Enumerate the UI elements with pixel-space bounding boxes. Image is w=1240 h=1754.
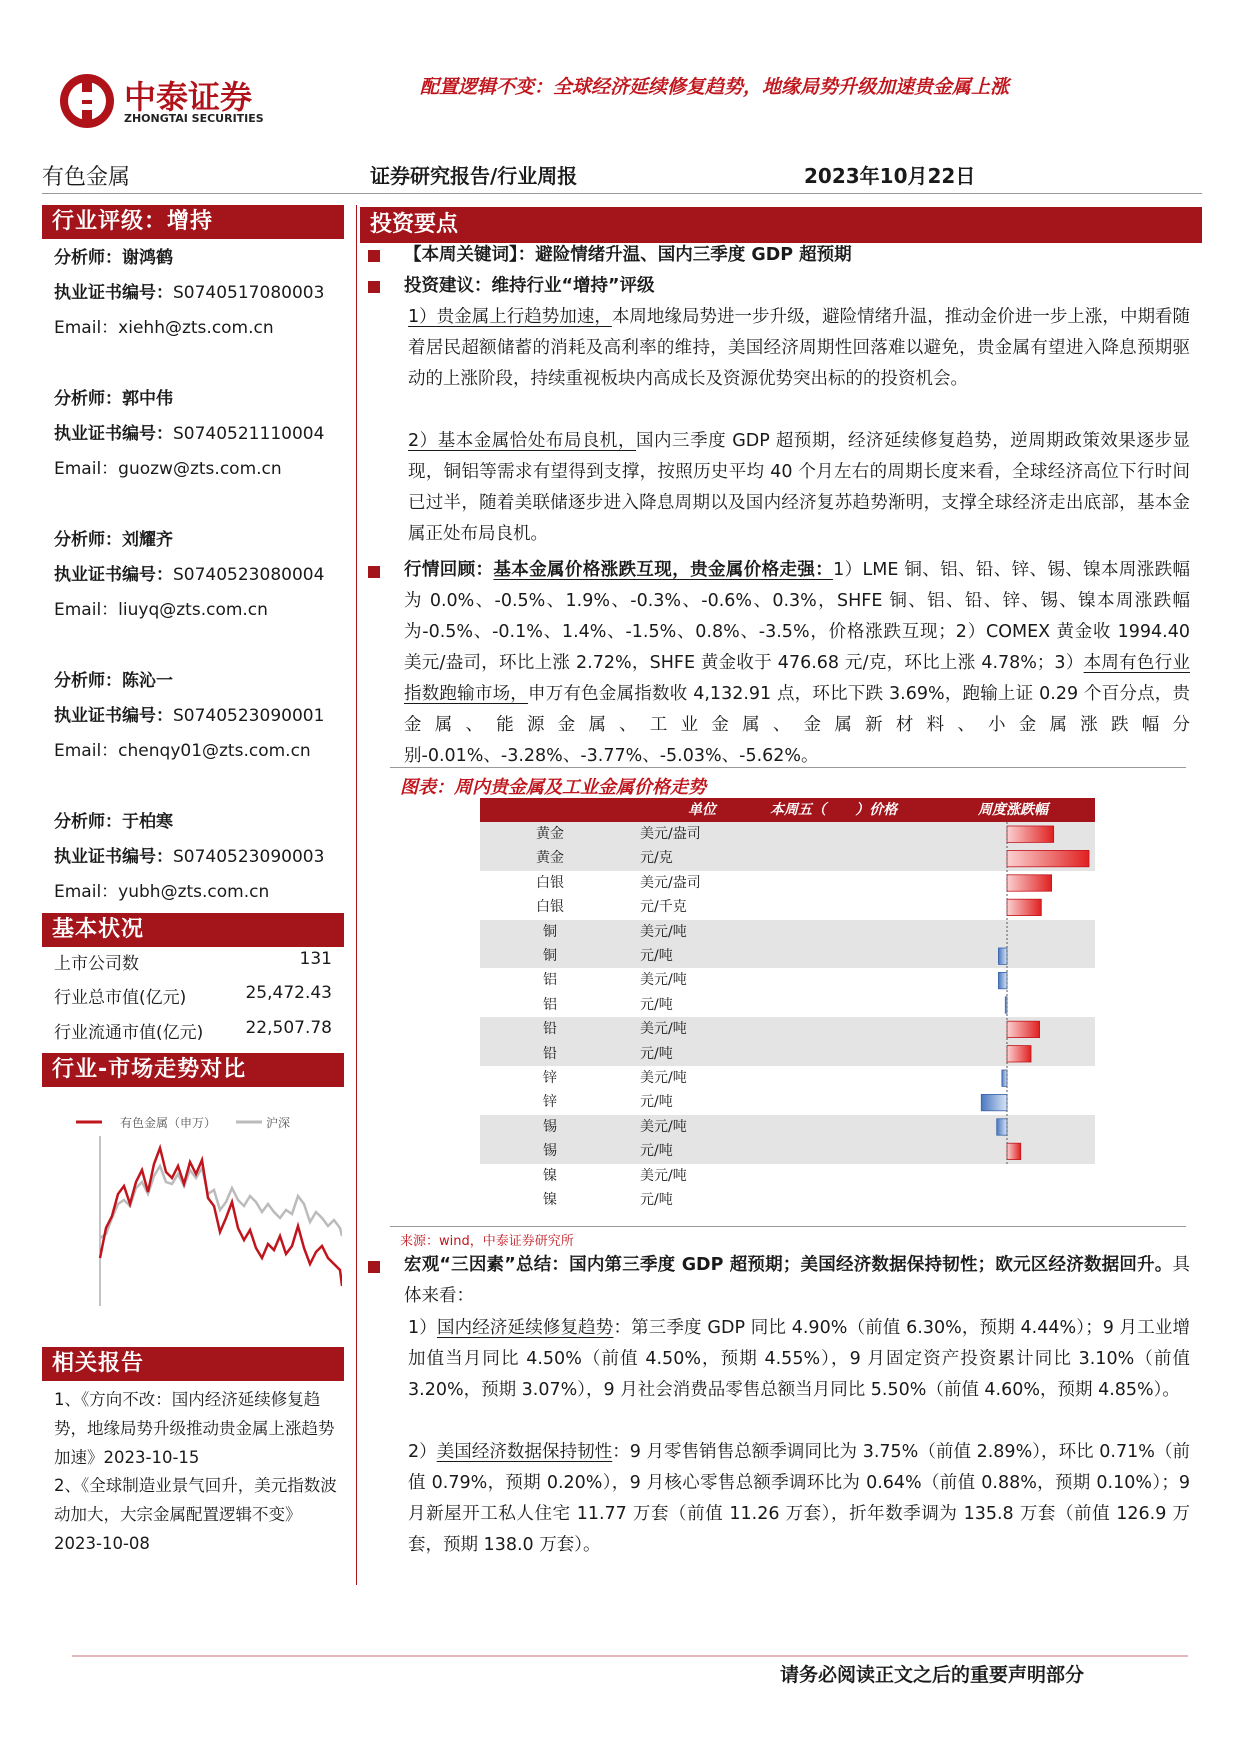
keyword-line: 【本周关键词】：避险情绪升温、国内三季度 GDP 超预期 bbox=[404, 245, 852, 265]
analyst-cert: 执业证书编号：S0740517080003 bbox=[54, 283, 325, 303]
price-unit: 美元/吨 bbox=[640, 1118, 687, 1135]
price-unit: 元/吨 bbox=[640, 948, 673, 964]
change-bar bbox=[998, 948, 1007, 964]
analyst-name: 分析师：刘耀齐 bbox=[54, 530, 173, 550]
price-unit: 美元/盎司 bbox=[640, 874, 701, 891]
metal-name: 锡 bbox=[543, 1118, 557, 1135]
metal-name: 锡 bbox=[543, 1143, 557, 1160]
header-title: 配置逻辑不变：全球经济延续修复趋势，地缘局势升级加速贵金属上涨 bbox=[420, 76, 1010, 98]
price-unit: 元/千克 bbox=[640, 899, 687, 916]
metal-name: 白银 bbox=[536, 899, 564, 916]
stat-row: 行业总市值(亿元) 25,472.43 bbox=[54, 983, 332, 1008]
metal-name: 铜 bbox=[543, 923, 557, 940]
bullet-icon bbox=[368, 566, 380, 578]
analyst-name: 分析师：于柏寒 bbox=[54, 812, 173, 832]
table-row bbox=[480, 1188, 1095, 1212]
col-header-change: 周度涨跌幅 bbox=[978, 802, 1048, 818]
change-bar bbox=[1007, 1046, 1031, 1062]
analyst-name: 分析师：陈沁一 bbox=[54, 671, 173, 691]
advice-paragraph-1: 1）贵金属上行趋势加速，本周地缘局势进一步升级，避险情绪升温，推动金价进一步上涨，中期看随着居民超额储蓄的消耗及高利率的维持，美国经济周期性回落难以避免，贵金属有望进入降息预期驱动的上涨阶段，持续重视板块内高成长及资源优势突出标的的投资机会。 bbox=[408, 307, 1190, 389]
price-unit: 美元/吨 bbox=[640, 923, 687, 940]
market-review-paragraph: 行情回顾：基本金属价格涨跌互现，贵金属价格走强：1）LME 铜、铝、铅、锌、锡、镍本周涨跌幅为 0.0%、-0.5%、1.9%、-0.3%、-0.6%、0.3%，SHFE 铜、铝、铅、锌、锡、镍本周涨跌幅为-0.5%、-0.1%、1.4%、-1.5%、0.8%、-3.5%，价格涨跌互现；2）COMEX 黄金收 1994.40 美元/盎司，环比上涨 2.72%，SHFE 黄金收于 476.68 元/克，环比上涨 4.78%；3）本周有色行业指数跑输市场，申万有色金属指数收 4,132.91 点，环比下跌 3.69%，跑输上证 0.29 个百分点，贵金属、能源金属、工业金属、金属新材料、小金属涨跌幅分别-0.01%、-3.28%、-3.77%、-5.03%、-5.62%。 bbox=[404, 560, 1191, 766]
logo-cn-text: 中泰证券 bbox=[124, 78, 253, 116]
analyst-email[interactable]: Email：yubh@zts.com.cn bbox=[54, 882, 270, 902]
figure-divider bbox=[390, 767, 1186, 768]
price-unit: 元/吨 bbox=[640, 1094, 673, 1111]
logo-en-text: ZHONGTAI SECURITIES bbox=[124, 112, 264, 125]
metal-name: 锌 bbox=[543, 1070, 557, 1086]
change-bar bbox=[1007, 899, 1041, 915]
change-bar bbox=[1007, 875, 1052, 891]
macro-paragraph-1: 1）国内经济延续修复趋势：第三季度 GDP 同比 4.90%（前值 6.30%，预期 4.44%）；9 月工业增加值当月同比 4.50%（前值 4.50%，预期 4.55%），9 月固定资产投资累计同比 3.10%（前值 3.20%，预期 3.07%），9 月社会消费品零售总额当月同比 5.50%（前值 4.60%，预期 4.85%）。 bbox=[408, 1318, 1190, 1400]
metal-name: 铅 bbox=[543, 1021, 557, 1038]
change-bar bbox=[981, 1094, 1007, 1110]
col-header-unit: 单位 bbox=[688, 802, 716, 818]
advice-line: 投资建议：维持行业“增持”评级 bbox=[404, 276, 655, 296]
price-unit: 元/吨 bbox=[640, 996, 673, 1013]
price-unit: 美元/盎司 bbox=[640, 826, 701, 842]
price-unit: 元/克 bbox=[640, 850, 673, 867]
legend-market: 沪深 bbox=[266, 1116, 291, 1130]
bullet-icon bbox=[368, 250, 380, 262]
analyst-email[interactable]: Email：xiehh@zts.com.cn bbox=[54, 318, 274, 338]
change-bar bbox=[1007, 850, 1089, 866]
bullet-icon bbox=[368, 1261, 380, 1273]
section-header: 投资要点 bbox=[360, 207, 1202, 243]
macro-summary: 宏观“三因素”总结：国内第三季度 GDP 超预期；美国经济数据保持韧性；欧元区经济数据回升。具体来看： bbox=[404, 1255, 1190, 1306]
column-divider bbox=[356, 205, 357, 1585]
change-bar bbox=[1007, 826, 1054, 842]
related-header: 相关报告 bbox=[42, 1347, 344, 1381]
company-logo bbox=[58, 70, 278, 132]
header-divider bbox=[42, 193, 1202, 194]
metal-name: 铝 bbox=[543, 972, 557, 989]
related-report-item[interactable]: 2、《全球制造业景气回升，美元指数波动加大，大宗金属配置逻辑不变》2023-10-08 bbox=[54, 1476, 337, 1553]
figure-source: 来源：wind，中泰证券研究所 bbox=[400, 1234, 574, 1249]
sector-label: 有色金属 bbox=[42, 165, 131, 190]
price-table bbox=[480, 798, 1095, 1208]
analyst-cert: 执业证书编号：S0740523080004 bbox=[54, 565, 325, 585]
change-bar bbox=[998, 972, 1007, 988]
analyst-cert: 执业证书编号：S0740521110004 bbox=[54, 424, 325, 444]
footer-notice: 请务必阅读正文之后的重要声明部分 bbox=[780, 1664, 1085, 1686]
basic-header: 基本状况 bbox=[42, 913, 344, 947]
stat-row: 上市公司数 131 bbox=[54, 949, 332, 974]
metal-name: 白银 bbox=[536, 874, 564, 891]
table-row bbox=[480, 1164, 1095, 1188]
change-bar bbox=[1007, 1143, 1021, 1159]
analyst-cert: 执业证书编号：S0740523090001 bbox=[54, 706, 325, 726]
figure-title: 图表：周内贵金属及工业金属价格走势 bbox=[400, 777, 706, 798]
legend-industry: 有色金属（申万） bbox=[120, 1116, 217, 1130]
price-unit: 美元/吨 bbox=[640, 972, 687, 989]
analyst-email[interactable]: Email：liuyq@zts.com.cn bbox=[54, 600, 268, 620]
metal-name: 镍 bbox=[543, 1167, 557, 1184]
analyst-name: 分析师：谢鸿鹤 bbox=[54, 248, 173, 268]
analyst-email[interactable]: Email：chenqy01@zts.com.cn bbox=[54, 741, 311, 761]
macro-paragraph-2: 2）美国经济数据保持韧性：9 月零售销售总额季调同比为 3.75%（前值 2.89%），环比 0.71%（前值 0.79%，预期 0.20%），9 月核心零售总额季调环比为 0.64%（前值 0.88%，预期 0.10%）；9 月新屋开工私人住宅 11.77 万套（前值 11.26 万套），折年数季调为 135.8 万套（前值 126.9 万套，预期 138.0 万套）。 bbox=[408, 1442, 1190, 1555]
metal-name: 黄金 bbox=[536, 850, 564, 867]
analyst-name: 分析师：郭中伟 bbox=[54, 389, 173, 409]
price-unit: 美元/吨 bbox=[640, 1021, 687, 1038]
trend-chart bbox=[70, 1108, 342, 1308]
trend-header: 行业-市场走势对比 bbox=[42, 1053, 344, 1087]
change-bar bbox=[997, 1119, 1007, 1135]
price-unit: 元/吨 bbox=[640, 1192, 673, 1208]
figure-divider bbox=[390, 1226, 1186, 1227]
analyst-email[interactable]: Email：guozw@zts.com.cn bbox=[54, 459, 282, 479]
stat-row: 行业流通市值(亿元) 22,507.78 bbox=[54, 1018, 332, 1043]
advice-paragraph-2: 2）基本金属恰处布局良机，国内三季度 GDP 超预期，经济延续修复趋势，逆周期政策效果逐步显现，铜铝等需求有望得到支撑，按照历史平均 40 个月左右的周期长度来看，全球经济高位下行时间已过半，随着美联储逐步进入降息周期以及国内经济复苏趋势渐明，支撑全球经济走出底部，基本金属正处布局良机。 bbox=[408, 431, 1191, 544]
price-unit: 美元/吨 bbox=[640, 1167, 687, 1184]
report-type: 证券研究报告/行业周报 bbox=[370, 164, 578, 188]
change-bar bbox=[1002, 1070, 1007, 1086]
footer-divider bbox=[72, 1655, 1188, 1657]
change-bar bbox=[1007, 1021, 1040, 1037]
metal-name: 铅 bbox=[543, 1045, 557, 1062]
metal-name: 黄金 bbox=[536, 826, 564, 842]
related-report-item[interactable]: 1、《方向不改：国内经济延续修复趋势，地缘局势升级推动贵金属上涨趋势加速》2023-10-15 bbox=[54, 1390, 335, 1467]
price-unit: 美元/吨 bbox=[640, 1070, 687, 1086]
analyst-cert: 执业证书编号：S0740523090003 bbox=[54, 847, 325, 867]
metal-name: 锌 bbox=[543, 1094, 557, 1111]
metal-name: 铝 bbox=[543, 996, 557, 1013]
metal-name: 镍 bbox=[543, 1192, 557, 1208]
bullet-icon bbox=[368, 281, 380, 293]
change-bars bbox=[480, 822, 1095, 1164]
price-unit: 元/吨 bbox=[640, 1143, 673, 1160]
col-header-price: 本周五（ ）价格 bbox=[770, 802, 898, 818]
metal-name: 铜 bbox=[543, 948, 557, 964]
rating-header: 行业评级：增持 bbox=[42, 205, 344, 239]
report-date: 2023年10月22日 bbox=[804, 164, 976, 188]
price-unit: 元/吨 bbox=[640, 1045, 673, 1062]
